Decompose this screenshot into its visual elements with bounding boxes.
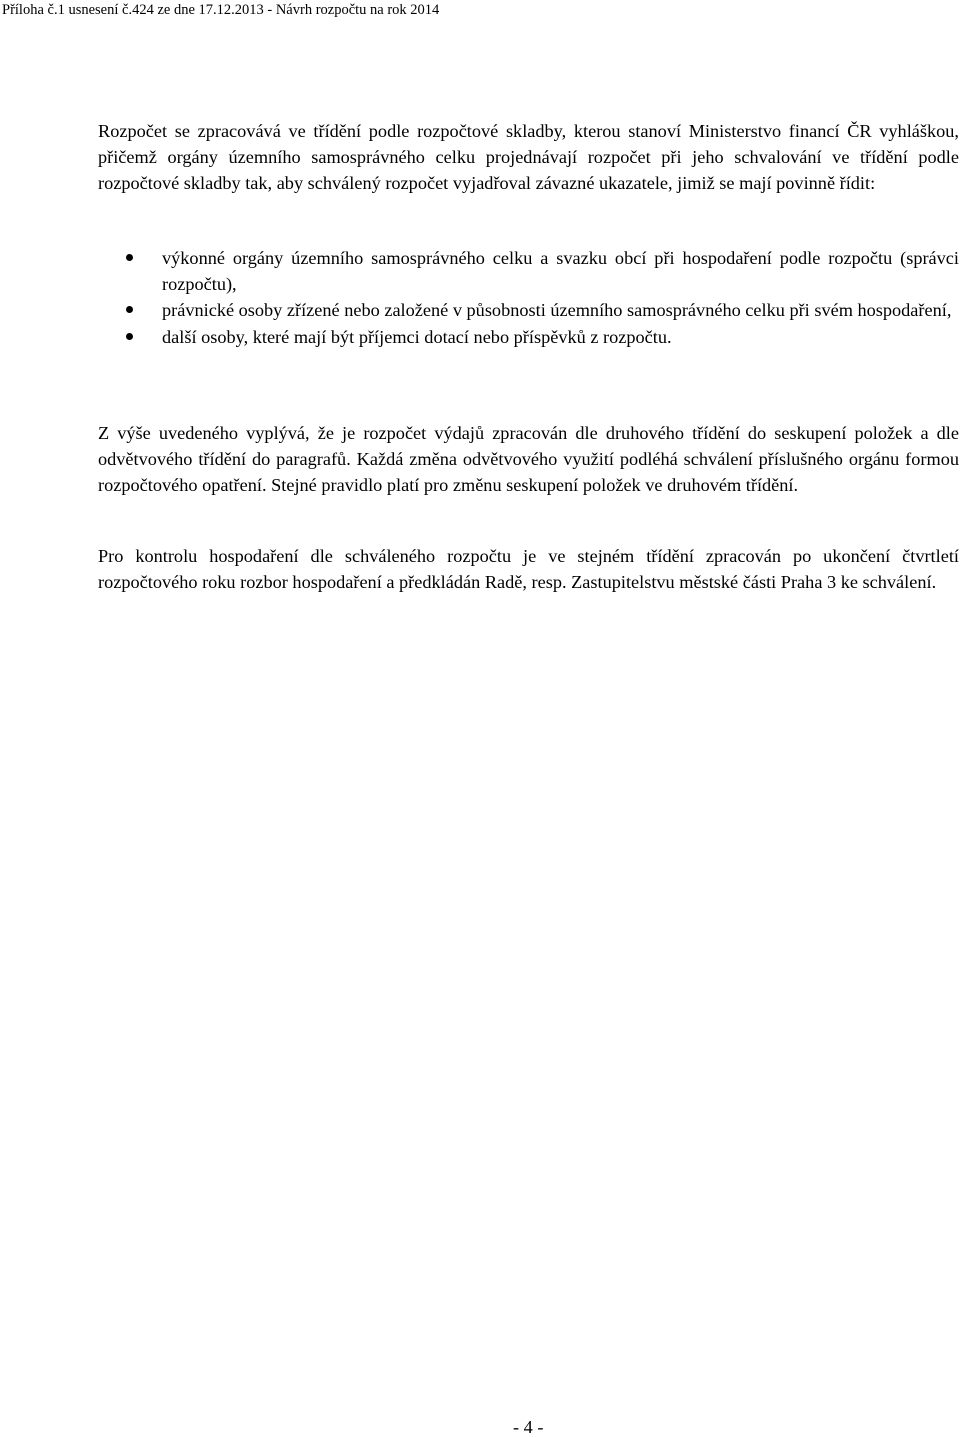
list-item-text: výkonné orgány územního samosprávného celku a svazku obcí při hospodaření podle rozpočtu (správci rozpočtu),	[162, 248, 959, 295]
bullet-list	[98, 245, 959, 350]
list-item	[98, 245, 959, 297]
control-paragraph: Pro kontrolu hospodaření dle schváleného rozpočtu je ve stejném třídění zpracován po ukončení čtvrtletí rozpočtového roku rozbor hospodaření a předkládán Radě, resp. Zastupitelstvu městské části Praha 3 ke schválení.	[98, 546, 959, 593]
page-number: - 4 -	[513, 1417, 544, 1437]
bullet-icon	[126, 333, 133, 340]
list-item	[98, 324, 959, 350]
list-item-text: právnické osoby zřízené nebo založené v působnosti územního samosprávného celku při svém hospodaření,	[162, 300, 952, 321]
page-header: Příloha č.1 usnesení č.424 ze dne 17.12.2013 - Návrh rozpočtu na rok 2014	[2, 2, 440, 18]
classification-paragraph: Z výše uvedeného vyplývá, že je rozpočet výdajů zpracován dle druhového třídění do seskupení položek a dle odvětvového třídění do paragrafů. Každá změna odvětvového využití podléhá schválení příslušného orgánu formou rozpočtového opatření. Stejné pravidlo platí pro změnu seskupení položek ve druhovém třídění.	[98, 423, 959, 496]
bullet-icon	[126, 306, 133, 313]
intro-paragraph: Rozpočet se zpracovává ve třídění podle rozpočtové skladby, kterou stanoví Ministerstvo financí ČR vyhláškou, přičemž orgány územního samosprávného celku projednávají rozpočet při jeho schvalování ve třídění podle rozpočtové skladby tak, aby schválený rozpočet vyjadřoval závazné ukazatele, jimiž se mají povinně řídit:	[98, 121, 959, 194]
list-item	[98, 297, 959, 323]
list-item-text: další osoby, které mají být příjemci dotací nebo příspěvků z rozpočtu.	[162, 326, 672, 347]
bullet-icon	[126, 254, 133, 261]
